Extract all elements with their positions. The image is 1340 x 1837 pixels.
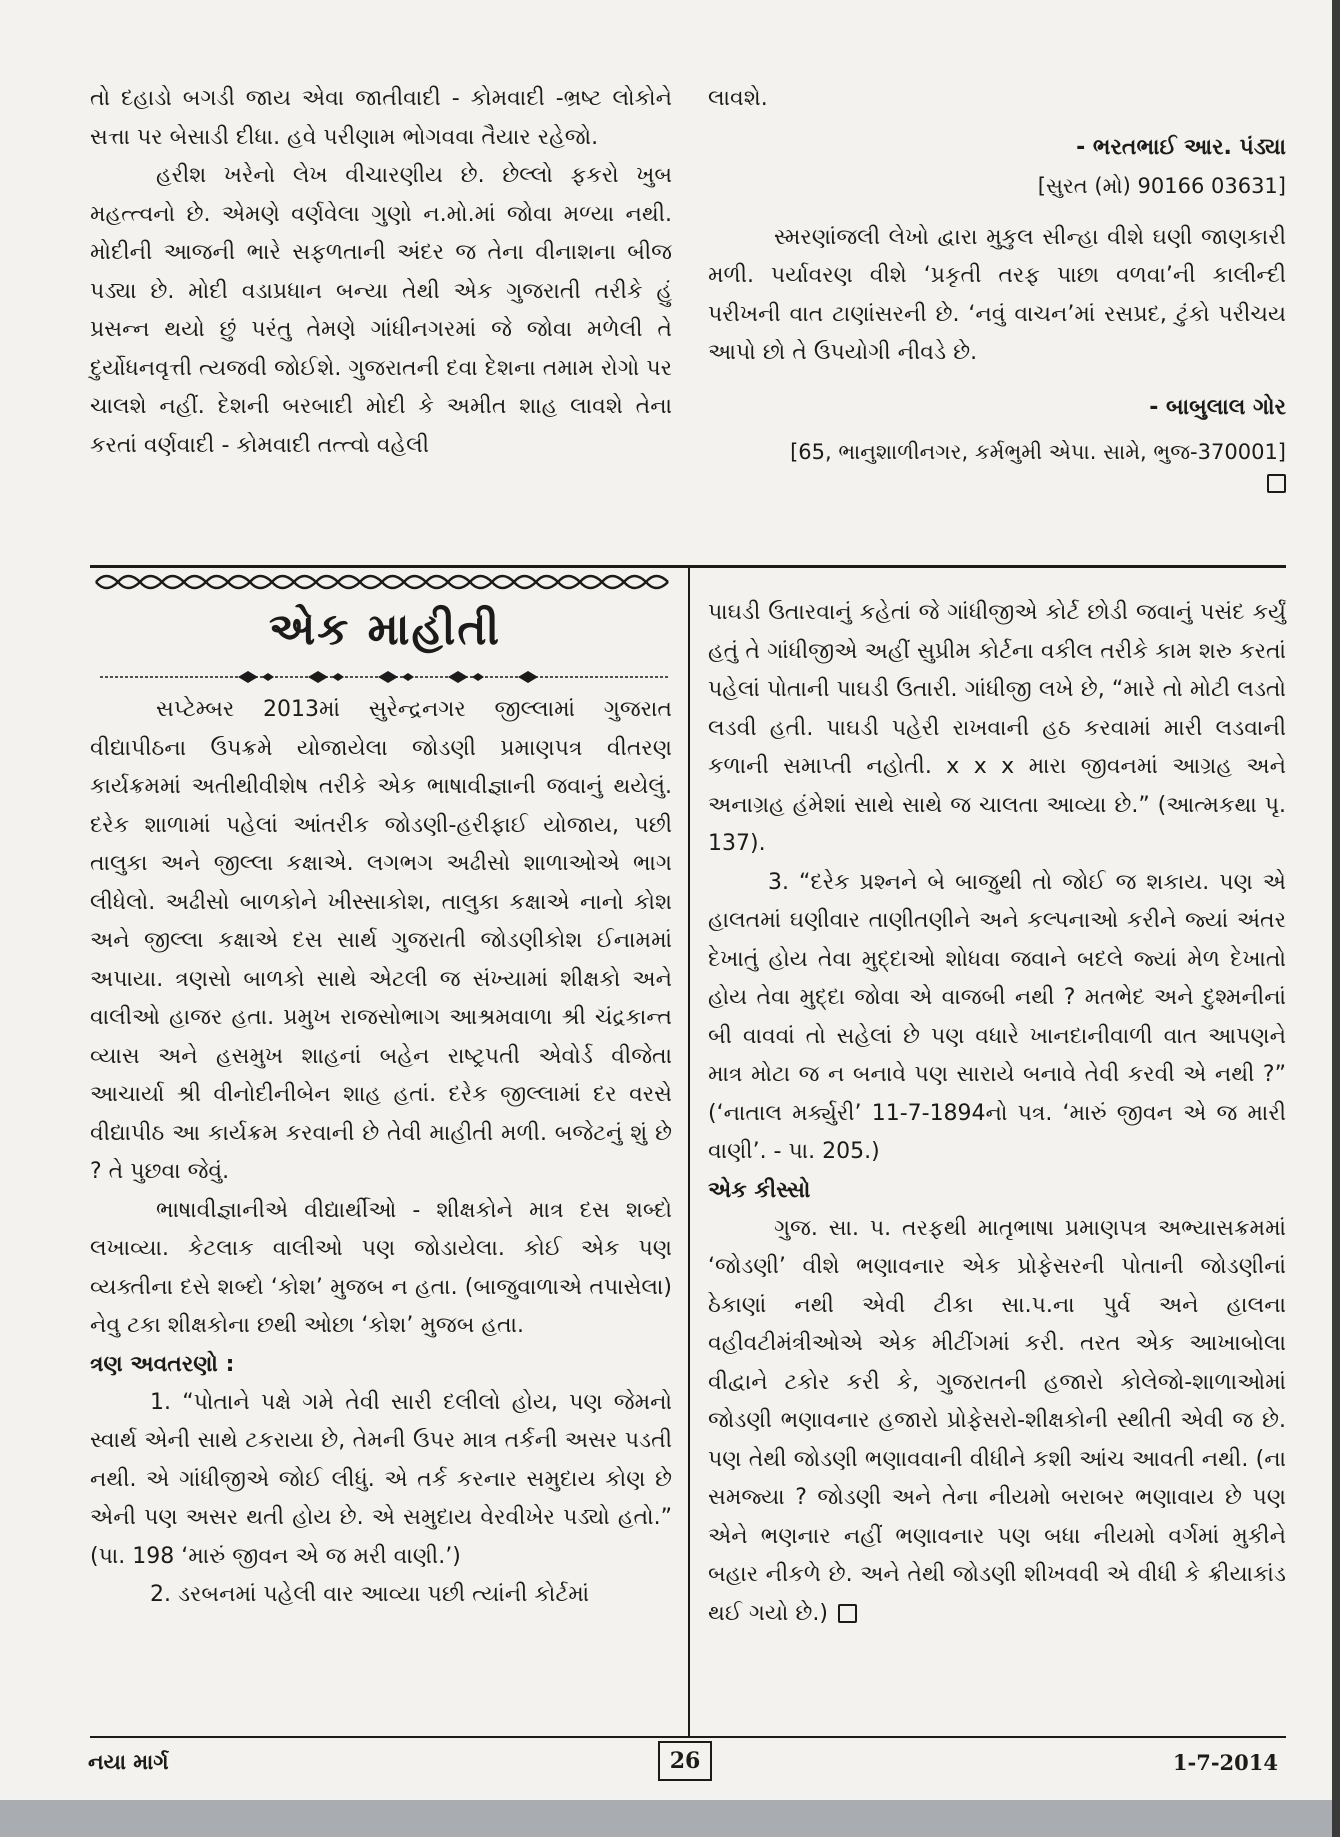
left-bottom-paragraph-2: ભાષાવીજ્ઞાનીએ વીદ્યાર્થીઓ - શીક્ષકોને માત્ર દસ શબ્દો લખાવ્યા. કેટલાક વાલીઓ પણ જોડાયેલા. કોઈ એક પણ વ્યક્તીના દસે શબ્દો ‘કોશ’ મુજબ ન હતા. (બાજુવાળાએ તપાસેલા) નેવુ ટકા શીક્ષકોના છથી ઓછા ‘કોશ’ મુજબ હતા.	[90, 1197, 672, 1338]
address-surat: [સુરત (મો) 90166 03631]	[1037, 173, 1286, 198]
address-bhuj: [65, ભાનુશાળીનગર, કર્મભુમી એપા. સામે, ભુજ-370001]	[790, 439, 1286, 464]
left-bottom-column	[90, 691, 672, 1615]
three-quotes-heading: ત્રણ અવતરણો :	[90, 1351, 235, 1377]
end-mark-icon	[838, 1604, 857, 1623]
title-ornament	[100, 665, 670, 689]
scan-right-edge	[1332, 0, 1340, 1837]
column-divider-line	[688, 568, 690, 1736]
footer-line	[90, 1736, 1286, 1738]
left-bottom-paragraph-1: સપ્ટેમ્બર 2013માં સુરેન્દ્રનગર જીલ્લામાં ગુજરાત વીદ્યાપીઠના ઉપક્રમે યોજાયેલા જોડણી પ્રમાણપત્ર વીતરણ કાર્યક્રમમાં અતીથીવીશેષ તરીકે એક ભાષાવીજ્ઞાની જવાનું થયેલું. દરેક શાળામાં પહેલાં આંતરીક જોડણી-હરીફાઈ યોજાય, પછી તાલુકા અને જીલ્લા કક્ષાએ. લગભગ અઢીસો શાળાઓએ ભાગ લીધેલો. અઢીસો બાળકોને ખીસ્સાકોશ, તાલુકા કક્ષાએ નાનો કોશ અને જીલ્લા કક્ષાએ દસ સાર્થ ગુજરાતી જોડણીકોશ ઈનામમાં અપાયા. ત્રણસો બાળકો સાથે એટલી જ સંખ્યામાં શીક્ષકો અને વાલીઓ હાજર હતા. પ્રમુખ રાજસોભાગ આશ્રમવાળા શ્રી ચંદ્રકાન્ત વ્યાસ અને હસમુખ શાહનાં બહેન રાષ્ટ્રપતી એવોર્ડ વીજેતા આચાર્યા શ્રી વીનોદીનીબેન શાહ હતાં. દરેક જીલ્લામાં દર વરસે વીદ્યાપીઠ આ કાર્યક્રમ કરવાની છે તેવી માહીતી મળી. બજેટનું શું છે ? તે પુછવા જેવું.	[90, 697, 672, 1184]
signature-babulal: - બાબુલાલ ગોર	[1149, 394, 1286, 420]
quote-3: 3. “દરેક પ્રશ્નને બે બાજુથી તો જોઈ જ શકાય. પણ એ હાલતમાં ઘણીવાર તાણીતણીને અને કલ્પનાઓ કરીને જ્યાં અંતર દેખાતું હોય તેવા મુદ્દાઓ શોધવા જવાને બદલે જ્યાં મેળ દેખાતો હોય તેવા મુદ્દા જોવા એ વાજબી નથી ? મતભેદ અને દુશ્મનીનાં બી વાવવાં તો સહેલાં છે પણ વધારે ખાનદાનીવાળી વાત આપણને માત્ર મોટા જ ન બનાવે પણ સારાયે બનાવે તેવી કરવી એ નથી ?” (‘નાતાલ મર્ક્યુરી’ 11-7-1894નો પત્ર. ‘મારું જીવન એ જ મારી વાણી’. - પા. 205.)	[708, 869, 1286, 1164]
quote-1: 1. “પોતાને પક્ષે ગમે તેવી સારી દલીલો હોય, પણ જેમનો સ્વાર્થ એની સાથે ટકરાયા છે, તેમની ઉપર માત્ર તર્કની અસર પડતી નથી. એ ગાંધીજીએ જોઈ લીધું. એ તર્ક કરનાર સમુદાય કોણ છે એની પણ અસર થતી હોય છે. એ સમુદાય વેરવીખેર પડ્યો હતો.” (પા. 198 ‘મારું જીવન એ જ મરી વાણી.’)	[90, 1389, 672, 1569]
anecdote-paragraph	[708, 1210, 1286, 1634]
issue-date: 1-7-2014	[1172, 1750, 1278, 1775]
right-top-column	[708, 80, 1286, 493]
magazine-name: નયા માર્ગ	[88, 1750, 169, 1774]
right-bottom-paragraph-1: પાઘડી ઉતારવાનું કહેતાં જે ગાંધીજીએ કોર્ટ છોડી જવાનું પસંદ કર્યું હતું તે ગાંધીજીએ અહીં સુપ્રીમ કોર્ટના વકીલ તરીકે કામ શરુ કરતાં પહેલાં પોતાની પાઘડી ઉતારી. ગાંધીજી લખે છે, “મારે તો મોટી લડતો લડવી હતી. પાઘડી પહેરી રાખવાની હઠ કરવામાં મારી લડવાની કળાની સમાપ્તી નહોતી. x x x મારા જીવનમાં આગ્રહ અને અનાગ્રહ હંમેશાં સાથે સાથે જ ચાલતા આવ્યા છે.” (આત્મકથા પૃ. 137).	[708, 600, 1286, 856]
right-top-paragraph-2: સ્મરણાંજલી લેખો દ્વારા મુકુલ સીન્હા વીશે ઘણી જાણકારી મળી. પર્યાવરણ વીશે ‘પ્રકૃતી તરફ પાછા વળવા’ની કાલીન્દી પરીખની વાત ટાણાંસરની છે. ‘નવું વાચન’માં રસપ્રદ, ટુંકો પરીચય આપો છો તે ઉપયોગી નીવડે છે.	[708, 224, 1286, 365]
decorative-chain-border	[92, 570, 672, 594]
page-number: 26	[658, 1741, 712, 1781]
anecdote-heading: એક કીસ્સો	[708, 1177, 811, 1203]
left-top-paragraph-2: હરીશ ખરેનો લેખ વીચારણીય છે. છેલ્લો ફકરો ખુબ મહત્ત્વનો છે. એમણે વર્ણવેલા ગુણો ન.મો.માં જોવા મળ્યા નથી. મોદીની આજની ભારે સફળતાની અંદર જ તેના વીનાશના બીજ પડ્યા છે. મોદી વડાપ્રધાન બન્યા તેથી એક ગુજરાતી તરીકે હું પ્રસન્ન થયો છું પરંતુ તેમણે ગાંધીનગરમાં જે જોવા મળેલી તે દુર્યોધનવૃત્તી ત્યજવી જોઈશે. ગુજરાતની દવા દેશના તમામ રોગો પર ચાલશે નહીં. દેશની બરબાદી મોદી કે અમીત શાહ લાવશે તેના કરતાં વર્ણવાદી - કોમવાદી તત્ત્વો વહેલી	[90, 163, 672, 458]
left-top-paragraph-1: તો દહાડો બગડી જાય એવા જાતીવાદી - કોમવાદી -ભ્રષ્ટ લોકોને સત્તા પર બેસાડી દીધા. હવે પરીણામ ભોગવવા તૈયાર રહેજો.	[90, 86, 672, 150]
scan-bottom-strip	[0, 1800, 1340, 1837]
signature-bharatbhai: - ભરતભાઈ આર. પંડ્યા	[1076, 134, 1286, 160]
anecdote-text: ગુજ. સા. પ. તરફથી માતૃભાષા પ્રમાણપત્ર અભ્યાસક્રમમાં ‘જોડણી’ વીશે ભણાવનાર એક પ્રોફેસરની પોતાની જોડણીનાં ઠેકાણાં નથી એવી ટીકા સા.પ.ના પુર્વ અને હાલના વહીવટીમંત્રીઓએ એક મીટીંગમાં કરી. તરત એક આખાબોલા વીદ્વાને ટકોર કરી કે, ગુજરાતની હજારો કોલેજો-શાળાઓમાં જોડણી ભણાવનાર હજારો પ્રોફેસરો-શીક્ષકોની સ્થીતી એવી જ છે. પણ તેથી જોડણી ભણાવવાની વીધીને કશી આંચ આવતી નથી. (ના સમજ્યા ? જોડણી અને તેના નીયમો બરાબર ભણાવાય છે પણ એને ભણનાર નહીં ભણાવનાર પણ બધા નીયમો વર્ગમાં મુકીને બહાર નીકળે છે. અને તેથી જોડણી શીખવવી એ વીધી કે ક્રીયાકાંડ થઈ ગયો છે.)	[708, 1215, 1286, 1626]
right-top-paragraph-1: લાવશે.	[708, 86, 768, 111]
quote-2-start: 2. ડરબનમાં પહેલી વાર આવ્યા પછી ત્યાંની કોર્ટમાં	[150, 1582, 590, 1607]
left-top-column	[90, 80, 672, 465]
section-title: એક માહીતી	[268, 604, 502, 655]
end-mark-icon	[1267, 474, 1286, 493]
right-bottom-column	[708, 594, 1286, 1633]
